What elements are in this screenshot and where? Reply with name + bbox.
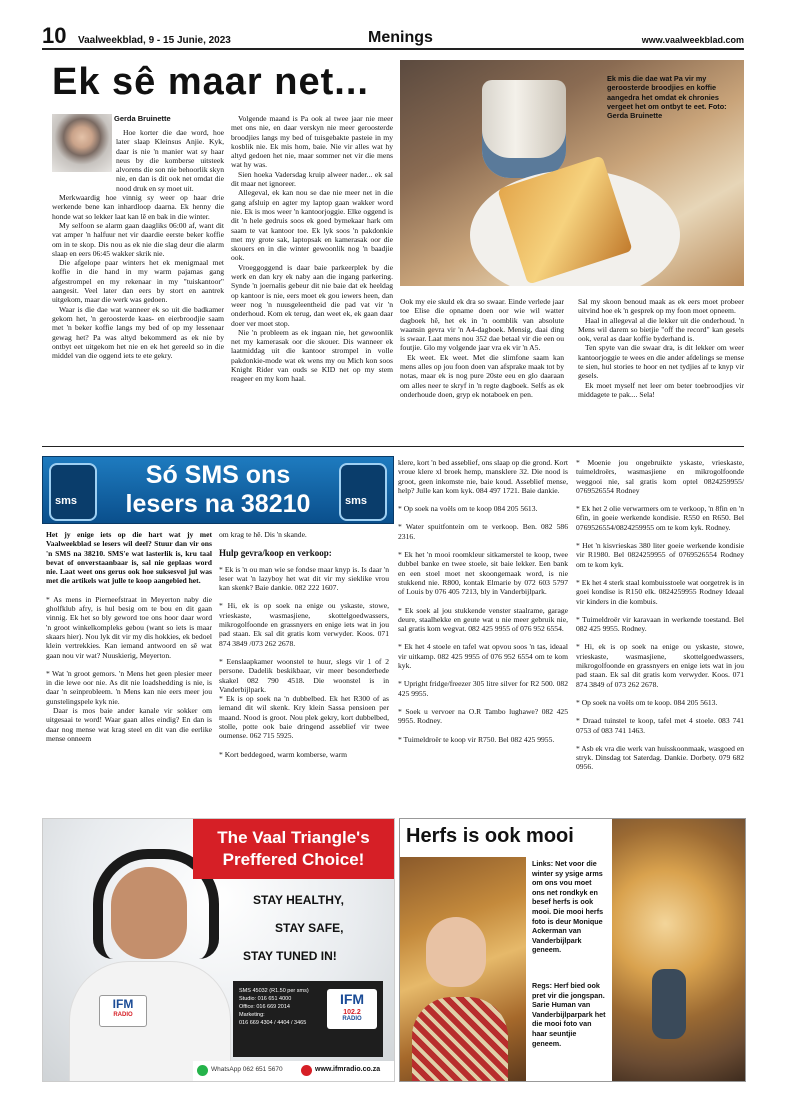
ad-slogan-3: STAY TUNED IN! [243, 949, 337, 963]
autumn-caption-right: Regs: Herf bied ook pret vir die jongspan. Sarie Human van Vanderbijlparpark het die mooi foto van haar seuntjie geneem. [532, 981, 606, 1048]
sms-message: klere, kort 'n bed asseblief, ons slaap op die grond. Kort vroue klere xl broek hemp, mansklere 32. Die nood is groot, geen inkomste nie, baie koud. Asseblief mense, help? Julle kan kom kyk. 084 497 1721. Baie dankie. [398, 458, 568, 495]
article-paragraph: Die afgelope paar winters het ek menigmaal met koffie in die hand in my warm pajamas gang afgestrompel en my rekenaar in my "tuiskantoor" aangesit. Veel later dan eers by stort en aantrek uitgekom, maar die werk was gedoen. [52, 258, 224, 305]
sms-message: * Water spuitfontein om te verkoop. Ben. 082 586 2316. [398, 522, 568, 541]
sms-intro: Het jy enige iets op die hart wat jy met Vaalweekblad se lesers wil deel? Stuur dan vir ons 'n SMS na 38210. SMS'e wat lasterlik is, kru taal bevat of onverstaanbaar is, sal nie geplaas word nie. Laat weet ons gerus ook hoe suksesvol jul was met die artikels wat julle te koop aangebied het. [46, 530, 212, 586]
ad-whatsapp: WhatsApp 062 651 5670 [211, 1066, 283, 1073]
sms-message: * Soek u vervoer na O.R Tambo lughawe? 082 425 9955. Rodney. [398, 706, 568, 726]
ad-footer-bar [193, 1061, 394, 1081]
article-paragraph: Allegeval, ek kan nou se dae nie meer net in die gang afsluip en agter my laptop gaan wakker word nie. Ek is mos weer 'n kantoorjoggie. Elke oggend is dit 'n hele gedruis soos ek goed bymekaar hark om saam te vat kantoor toe. Ek lyk soos 'n pakdonkie met my grote sak, laptopsak en kamerasak oor die skouers en in die winter gewoonlik nog 'n baadjie ook. [231, 188, 393, 263]
logo-text: IFM [112, 997, 134, 1011]
article-column-4 [578, 297, 744, 440]
sms-message: * Upright fridge/freezer 305 litre silver for R2 500. 082 425 9955. [398, 679, 568, 698]
article-paragraph: Merkwaardig hoe vinnig sy weer op haar drie werkende bene kan inhardloop daarna. Ek henny die honde wat so lekker laat kan lê en bak in die winter. [52, 193, 224, 221]
autumn-photo-left [400, 857, 526, 1081]
contact-line: Studio: 016 651 4000 [239, 996, 292, 1002]
contact-line: Office: 016 669 2014 [239, 1004, 290, 1010]
ad-headline-line2: Preffered Choice! [222, 850, 365, 869]
article-paragraph: Sien hoeka Vadersdag kruip alweer nader... ek sal dit maar net ignoreer. [231, 169, 393, 189]
article-paragraph: Ek weet. Ek weet. Met die slimfone saam kan mens alles op jou foon doen van afsprake maak tot by notas, maar ek is nog pure 20ste eeu en glo daaraan om alles neer te skryf in 'n regte dagboek. Selfs as ek onderhoude doen, gryp ek notaboek en pen. [400, 352, 564, 399]
sms-message: * Ek is 'n ou man wie se fondse maar knyp is. Is daar 'n leser wat 'n lazyboy het wat dit vir my sieklike vrou kan skenk? Baie dankie. 082 222 1607. [219, 564, 389, 593]
sms-message: * Het 'n kisvrieskas 380 liter goeie werkende kondisie vir R1980. Bel 0824259955 of 0769526554 Rodney om te kom kyk. [576, 541, 744, 569]
ad-contact-box [233, 981, 383, 1057]
sms-message: * Wat 'n groot gemors. 'n Mens het geen plesier meer in die lewe oor nie. As dit nie loadshedding is nie, is daar 'n seinprobleem. 'n Mens kan nie eers meer jou gunstelingspele kyk nie. [46, 668, 212, 706]
sms-message: * Hi, ek is op soek na enige ou yskaste, stowe, vrieskaste, wasmasjiene, skottelgoedwassers, mikrogolfoonde en grassnyers en enige iets wat in jou pad staan. Ek sal dit gratis kom verwyder. Koos. 071 874 3849 of 073 262 2678. [576, 642, 744, 689]
article-paragraph: Vroeggoggend is daar baie parkeerplek by die werk en dan kry ek naby aan die ingang parkering. Synde 'n joernalis gebeur dit nie baie dat ek heeldag op kantoor is nie, eers moet ek gou iewers heen, dan weer nog 'n nuusgeleentheid die pad vat vir 'n onderhoud. Kom ek terug, dan weet ek, ek gaan daar doer ver moet stop. [231, 262, 393, 328]
logo-sub: RADIO [342, 1016, 362, 1022]
sms-message: * Op soek na voëls om te koop 084 205 5613. [398, 504, 538, 514]
website-header: www.vaalweekblad.com [641, 35, 744, 45]
sms-message: * As mens in Pierneefstraat in Meyerton naby die gholfklub afry, is hul besig om te bou en dit gaan vinnig. Ek het so bly geword toe ons hoor daar word 'n groot winkelkompleks gebou (want so iets is maar skaars hier). Nou lyk dit vir my dis hokkies, ek bedoel klein vertrekkies. Kan iemand antwoord en sê wat gaan nou vir wat? Nuuskierig, Meyerton. [46, 594, 212, 660]
contact-line: 016 669 4304 / 4404 / 3465 [239, 1020, 307, 1026]
sms-message: * Hi, ek is op soek na enige ou yskaste, stowe, vrieskaste, wasmasjiene, skottelgoedwassers, mikrogolfoonde en grassnyers en enige iets wat in jou pad staan. Ek sal dit gratis kom verwyder. Koos. 071 874 3849 /073 262 2678. [219, 601, 389, 648]
sms-message: * Ek soek al jou stukkende venster staalrame, garage deure, staalhekke en geute wat u nie meer gebruik nie, sal gratis kom wegvat. 082 425 9955 of 076 952 6554. [398, 605, 568, 634]
radio-advertisement [42, 818, 395, 1082]
article-paragraph: Ten spyte van die swaar dra, is dit lekker om weer kantoorjoggie te wees en die ander afdelings se mense te sien, hul stories te hoor en net tydjies af te knyp vir gesels. [578, 343, 744, 381]
article-column-2 [231, 114, 393, 440]
sms-column-2 [219, 530, 389, 812]
article-paragraph: Ook my eie skuld ek dra so swaar. Einde verlede jaar toe Elise die opname doen oor wie wil watter dagboek hê, het ek in 'n oomblik van absolute waansin gevra vir 'n A4-dagboek. Mensig, daai ding is swaar. Laat mens nou 352 dae betaal vir die een ou foutjie. Glo my volgende jaar vra ek vir 'n A5. [400, 297, 564, 353]
paper-date: Vaalweekblad, 9 - 15 Junie, 2023 [78, 35, 231, 46]
article-paragraph: Waar is die dae wat wanneer ek so uit die badkamer gekom het, 'n geroosterde kaas- en eierbroodjie saam met 'n beker koffie langs my bed of op my lessenaar gewag het? Pa was altyd bekommerd as ek nie by ontbyt eet uitgekom het nie en ek het gereeld so in die middel van die oggend iets te ete gekry. [52, 304, 224, 361]
logo-text: IFM [339, 991, 365, 1007]
sms-banner-line1: Só SMS ons [145, 461, 291, 489]
ifm-logo-small [99, 995, 147, 1027]
sms-message: * Asb ek vra die werk van huisskoonmaak, wasgoed en stryk. Dinsdag tot Saterdag. Dankie. Dorbety. 079 682 0956. [576, 743, 744, 772]
contact-line: SMS 45032 (R1.50 per sms) [239, 988, 309, 994]
logo-frequency: 102.2 [343, 1009, 361, 1016]
ad-headline-line1: The Vaal Triangle's [217, 828, 370, 847]
sms-column-1 [46, 530, 212, 812]
ifm-logo [327, 989, 377, 1029]
article-paragraph: My selfoon se alarm gaan daagliks 06:00 af, want dit vat amper 'n halfuur net vir daardie eerste beker koffie om in te skop. Dis nou as ek nie die slag deur die alarm slaap en eers 06:45 wakker skrik nie. [52, 220, 224, 258]
sms-message: * Tuimeldroër te koop vir R750. Bel 082 425 9955. [398, 734, 555, 744]
sms-subheading: Hulp gevra/koop en verkoop: [219, 548, 332, 559]
sms-message: * Op soek na voëls om te koop. 084 205 5613. [576, 697, 718, 707]
autumn-photo-right [612, 819, 745, 1081]
photo-caption: Ek mis die dae wat Pa vir my geroosterde broodjies en koffie aangedra het omdat ek chronies vergeet het om ontbyt te eet. Foto: Gerda Bruinette [607, 74, 727, 121]
sms-phone-icon [49, 463, 97, 521]
article-column-1 [52, 128, 224, 440]
face-shape [111, 867, 187, 959]
autumn-caption-left: Links: Net voor die winter sy ysige arms om ons vou moet ons net rondkyk en besef herfs is ook mooi. Die mooi herfs foto is deur Monique Ackerman van Vanderbijlpark geneem. [532, 859, 604, 955]
ad-slogan-1: STAY HEALTHY, [253, 893, 344, 907]
ad-headline-bar [193, 819, 394, 879]
article-paragraph: Ek moet myself net leer om beter toebroodjies vir middagete te pak.... Sela! [578, 380, 744, 399]
sms-phone-icon [339, 463, 387, 521]
logo-sub: RADIO [113, 1012, 133, 1018]
sms-banner [42, 456, 394, 524]
article-headline: Ek sê maar net... [52, 61, 369, 103]
sms-message: * Eenslaapkamer woonstel te huur, slegs vir 1 of 2 persone. Dadelik beskikbaar, vir meer besonderhede skakel 082 790 4518. Die woonstel is in Vanderbijlpark. [219, 656, 389, 694]
coffee-mug-shape [482, 80, 566, 178]
section-title: Menings [368, 29, 433, 46]
sms-column-4 [576, 458, 744, 812]
sms-message: * Ek het 4 sterk staal kombuisstoele wat oorgetrek is in goei kondise is R150 elk. 0824259955 Rodney Ideaal vir kinders in die kombuis. [576, 577, 744, 606]
article-paragraph: Sal my skoon benoud maak as ek eers moet probeer uitvind hoe ek 'n gesprek op my foon moet opneem. [578, 297, 744, 316]
contact-line: Marketing: [239, 1012, 265, 1018]
sms-message: * Ek het 'n mooi roomkleur sitkamerstel te koop, twee dubbel banke en twee stoele, sit baie lekker. Een bank en een stoel moet net skoongemaak word, is nie stukkend nie. R800, kontak Elmarie by 072 603 5797 of Louis by 076 405 7213, bly in Vanderbijlpark. [398, 550, 568, 597]
article-paragraph: Haal in allegeval al die lekker uit die onderhoud. 'n Mens wil darem so bietjie "off the record" kan gesels ook, veral as daar koffie byderhand is. [578, 315, 744, 344]
sms-message: * Ek is op soek na 'n dubbelbed. Ek het R300 of as iemand dit wil skenk. Kry klein Sassa pensioen per maand. Nood is groot. Nou plek gekry, kort dubbelbed, stolle, potte ook baie dringend asseblief vir twee oumense. 062 715 5925. [219, 694, 389, 741]
section-divider [42, 446, 744, 447]
page-number: 10 [42, 23, 67, 48]
article-column-3 [400, 297, 564, 440]
sms-icon-label: sms [345, 495, 368, 507]
sms-message: * Kort beddegoed, warm komberse, warm [219, 749, 347, 759]
sms-message: * Moenie jou ongebruikte yskaste, vrieskaste, tuimeldroërs, wasmasjiene en mikrogolfoonde weggooi nie, sal gratis kom optel 0824259955/ 0769526554 Rodney [576, 458, 744, 495]
header-rule [42, 48, 744, 50]
whatsapp-icon [197, 1065, 208, 1076]
sms-message: * Ek het 4 stoele en tafel wat opvou soos 'n tas, ideaal vir uitkamp. 082 425 9955 of 076 952 6554 om te kom kyk. [398, 642, 568, 671]
sms-message: Daar is mos baie ander kanale vir sokker om uitgesaai te word! Waar gaan alles eindig? En dan is daar nog mense wat krag steel en dit van die eerlike mense onneem [46, 706, 212, 743]
autumn-headline: Herfs is ook mooi [406, 825, 574, 847]
scarf-shape [412, 997, 508, 1081]
globe-icon [301, 1065, 312, 1076]
article-paragraph: Hoe korter die dae word, hoe later slaap Kleinsus Anjie. Kyk, daar is nie 'n manier wat sy haar neus by die komberse uitsteek alvorens die son nie behoorlik skyn nie, en dan is dit ook net omdat die nood druk en sy moet uit. [116, 128, 224, 193]
sms-banner-line2: lesers na 38210 [125, 490, 311, 518]
girl-figure [426, 917, 486, 987]
article-paragraph: Volgende maand is Pa ook al twee jaar nie meer met ons nie, en daar verskyn nie meer geroosterde broodjies langs my bed of tuisgebakte pasteie in my kosblik nie. Ek mis hom, baie. Nie vir alles wat hy altyd gedoen het nie, maar sommer net vir die mens wat hy was. [231, 114, 393, 170]
sms-message: * Ek het 2 olie verwarmers om te verkoop, 'n 8fin en 'n 6fin, in goeie werkende kondisie. R550 en R650. Bel 0769526554/0824259955 om te kom kyk. Rodney. [576, 504, 744, 532]
ad-slogan-2: STAY SAFE, [275, 921, 344, 935]
sms-icon-label: sms [55, 495, 78, 507]
sms-message: om krag te hê. Dis 'n skande. [219, 530, 307, 539]
autumn-feature-box [399, 818, 746, 1082]
sms-column-3 [398, 458, 568, 812]
boy-figure [652, 969, 686, 1039]
sms-message: * Draad tuinstel te koop, tafel met 4 stoele. 083 741 0753 of 083 741 1463. [576, 716, 744, 735]
ad-website: www.ifmradio.co.za [315, 1066, 381, 1073]
contact-lines [239, 987, 309, 1027]
sms-message: * Tuimeldroër vir karavaan in werkende toestand. Bel 082 425 9955. Rodney. [576, 614, 744, 634]
article-paragraph: Nie 'n probleem as ek ingaan nie, het gewoonlik net my kamerasak oor die skouer. Dis wanneer ek laatmiddag uit die kantoor strompel in volle pakdonkie-mode wat ek wens my ou Mich kon soos Knight Rider van ouds se KID net op my stem reageer en my kom haal. [231, 327, 393, 384]
author-name: Gerda Bruinette [114, 114, 171, 123]
